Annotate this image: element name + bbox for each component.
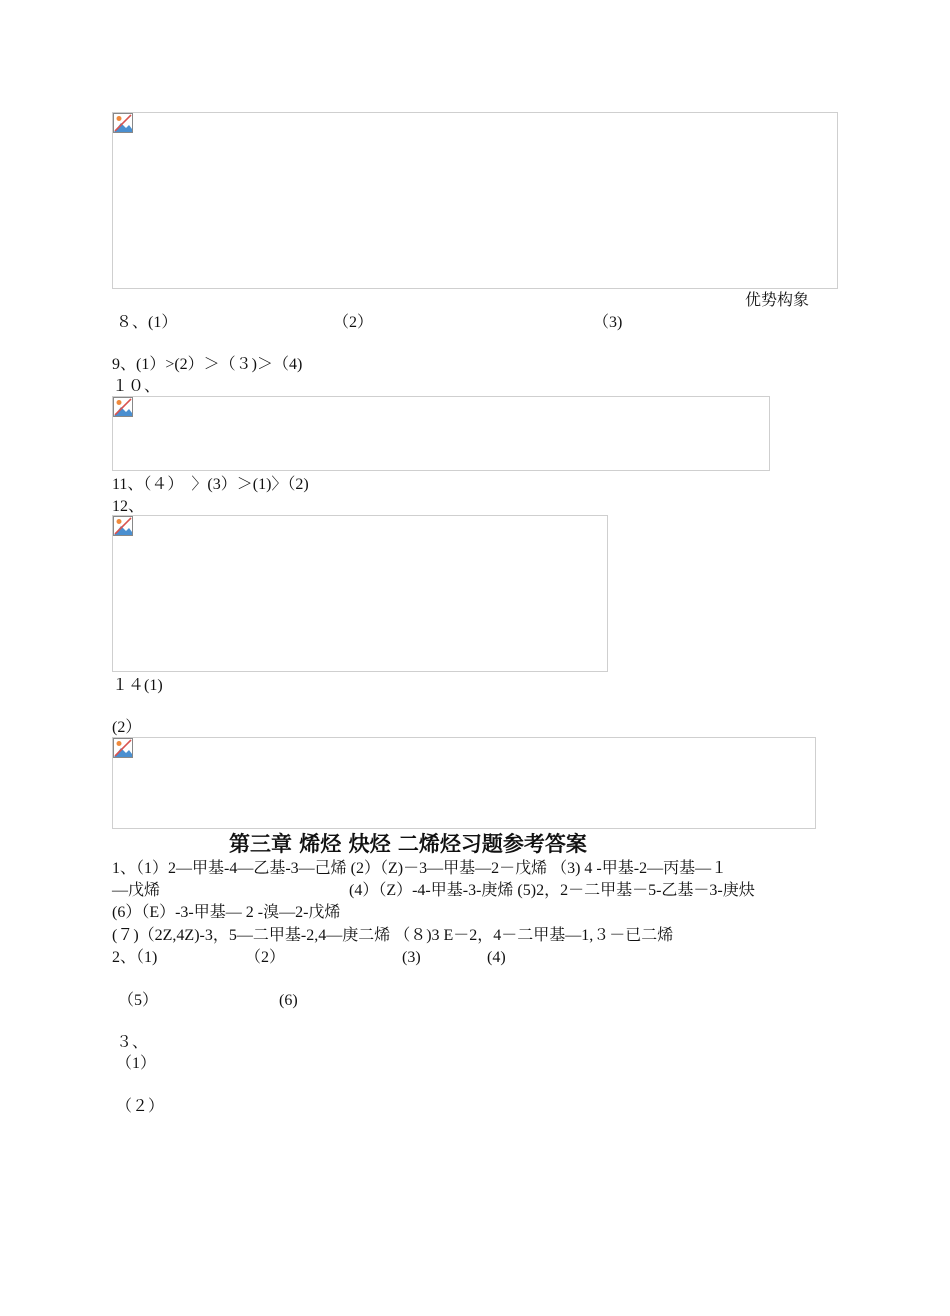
broken-image-icon [113, 516, 133, 536]
answer1-line2a: —戊烯 [112, 882, 161, 899]
structure-image-3 [112, 515, 608, 672]
answer1-line1: 1、（1）2—甲基-4—乙基-3—己烯 (2）（Z)－3—甲基—2－戊烯 （3) 4 -甲基-2—丙基—１ [112, 860, 728, 877]
structure-image-1 [112, 112, 838, 289]
q8-part2: （2） [333, 314, 374, 331]
answer2-part6: (6) [279, 992, 298, 1009]
answer2-part5: （5） [118, 992, 159, 1009]
answer1-line2b: (4）（Z）-4-甲基-3-庚烯 (5)2，2－二甲基－5-乙基－3-庚炔 [349, 882, 755, 899]
answer2-part2: （2） [245, 949, 286, 966]
q8-part3: （3) [593, 314, 623, 331]
structure-image-2 [112, 396, 770, 471]
structure-image-4 [112, 737, 816, 829]
answer3-label: ３、 [116, 1034, 149, 1051]
answer3-part2: （２） [116, 1098, 165, 1115]
q8-part1: ８、(1） [116, 314, 178, 331]
q12-label: 12、 [112, 498, 145, 515]
q14-part1: １４(1) [112, 677, 163, 694]
answer2-part1: 2、（1) [112, 949, 158, 966]
answer2-part4: (4) [487, 949, 506, 966]
answer1-line4: (７)（2Z,4Z)-3，5—二甲基-2,4—庚二烯 （８)3 E－2，4－二甲基—1,３－已二烯 [112, 927, 674, 944]
answer1-line3: (6）（E）-3-甲基— 2 -溴—2-戊烯 [112, 904, 341, 921]
broken-image-icon [113, 738, 133, 758]
answer3-part1: （1） [116, 1055, 157, 1072]
answer2-part3: (3) [402, 949, 421, 966]
q14-part2: (2） [112, 719, 142, 736]
broken-image-icon [113, 397, 133, 417]
preferred-conformation-label: 优势构象 [745, 292, 810, 309]
q11-answer: 11、（４） 〉(3）＞(1)〉（2) [112, 476, 309, 493]
chapter-title: 第三章 烯烃 炔烃 二烯烃习题参考答案 [229, 831, 587, 856]
broken-image-icon [113, 113, 133, 133]
q9-answer: 9、(1）>(2）＞（３)＞（4) [112, 356, 303, 373]
q10-label: １０、 [112, 378, 161, 395]
